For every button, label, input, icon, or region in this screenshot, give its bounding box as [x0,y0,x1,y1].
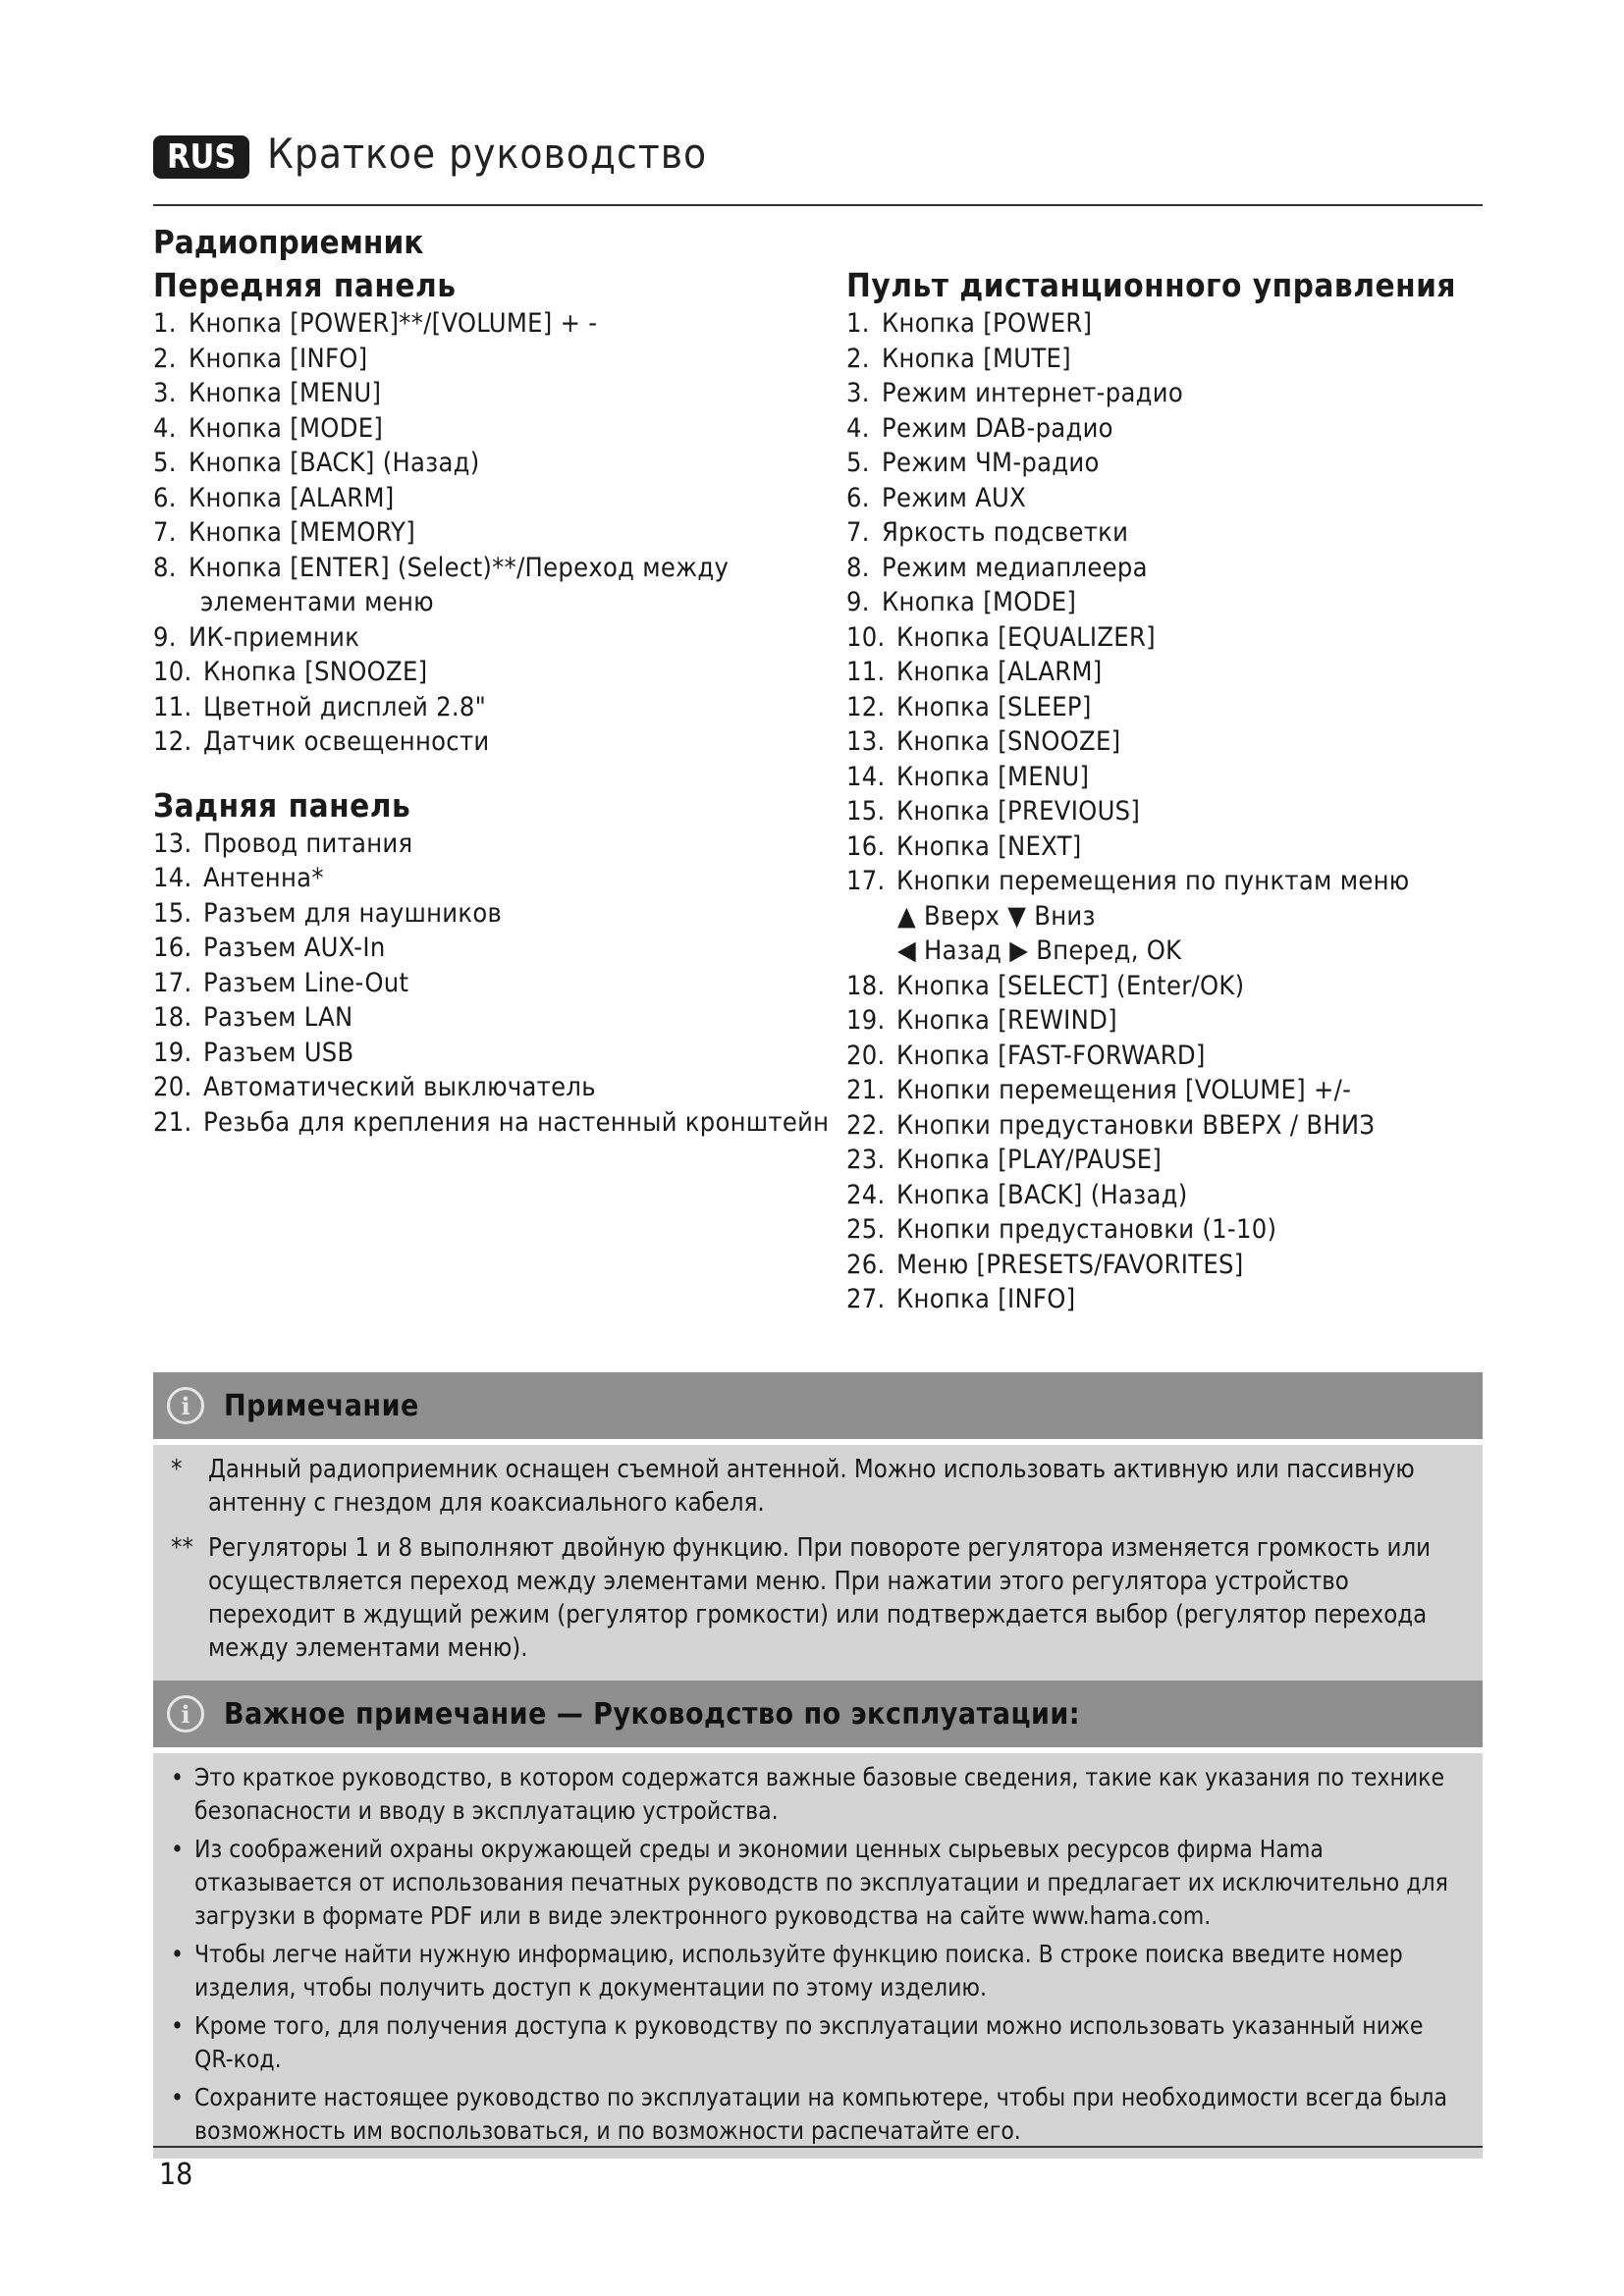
item-number: 15. [846,796,886,827]
note-body [153,1445,1483,1682]
item-text: Кнопка [ALARM] [189,482,395,513]
footer-divider [153,2146,1483,2148]
important-item [171,1938,1463,2004]
remote-title: Пульт дистанционного управления [846,266,1456,304]
item-text: Кнопки перемещения по пунктам меню [896,866,1410,896]
left-column [153,222,830,1140]
item-text: Режим интернет-радио [882,378,1183,408]
list-item [846,1003,1485,1039]
item-number: 17. [846,866,886,896]
item-text: Кнопка [MODE] [189,412,384,444]
important-item [171,1833,1463,1933]
list-item [846,724,1485,760]
item-text: Кнопка [POWER] [882,308,1093,339]
item-number: 4. [846,412,870,444]
list-item [846,551,1485,586]
item-text: Кнопка [PLAY/PAUSE] [896,1145,1163,1175]
item-number: 3. [153,378,177,408]
item-text: Кнопка [INFO] [896,1284,1076,1314]
list-item [153,342,821,377]
item-number: 9. [153,621,177,653]
item-number: 10. [153,657,192,687]
list-item [846,620,1485,656]
list-item [846,342,1485,377]
list-item [153,306,821,342]
bullet: • [171,1940,185,1968]
list-item [846,829,1485,865]
item-text: Кнопка [POWER]**/[VOLUME] + - [189,308,598,339]
item-text: Провод питания [203,828,413,859]
item-number: 4. [153,412,177,444]
list-item [153,481,821,516]
important-text: Это краткое руководство, в котором содержатся важные базовые сведения, такие как указания по технике безопасности и вводу в эксплуатацию устройства. [194,1763,1445,1825]
item-number: 14. [153,863,192,893]
list-item [846,411,1485,447]
item-text: Кнопка [SELECT] (Enter/OK) [896,970,1245,1001]
item-text: Кнопка [SLEEP] [896,691,1092,722]
list-item [153,724,821,760]
item-text: Режим DAB-радио [882,412,1113,444]
item-number: 5. [846,448,870,478]
list-item [153,690,821,725]
list-item [846,1108,1485,1144]
bullet: • [171,1835,185,1863]
item-number: 7. [846,517,870,548]
item-text: Кнопка [ENTER] (Select)**/Переход между [189,552,730,583]
bullet: • [171,2083,185,2111]
front-panel-title: Передняя панель [153,266,457,304]
item-number: 9. [846,587,870,617]
list-item [846,515,1485,551]
item-text: Кнопка [MODE] [882,587,1077,617]
item-text: Кнопки предустановки (1-10) [896,1214,1277,1245]
item-number: 13. [153,828,192,859]
important-text: Кроме того, для получения доступа к руководству по эксплуатации можно использовать указанный ниже QR-код. [194,2011,1424,2073]
item-number: 19. [846,1005,886,1036]
list-item [153,411,821,447]
page-number: 18 [159,2158,193,2192]
item-number: 17. [153,967,192,998]
item-number: 18. [846,970,886,1001]
page-header [153,126,1483,206]
item-text: Кнопки предустановки ВВЕРХ / ВНИЗ [896,1109,1376,1141]
item-number: 3. [846,378,870,408]
page-title: Краткое руководство [267,130,708,178]
item-number: 1. [846,308,870,339]
item-text: Цветной дисплей 2.8" [203,691,487,722]
item-number: 22. [846,1109,886,1141]
item-number: 20. [153,1072,192,1102]
list-item [846,794,1485,829]
item-number: 20. [846,1040,886,1071]
important-text: Сохраните настоящее руководство по эксплуатации на компьютере, чтобы при необходимости всегда была возможность им воспользоваться, и по возможности распечатайте его. [194,2083,1447,2145]
important-text: Чтобы легче найти нужную информацию, используйте функцию поиска. В строке поиска введите номер изделия, чтобы получить доступ к документации по этому изделию. [194,1940,1403,2002]
list-item [153,1070,821,1105]
list-item [846,1282,1485,1317]
item-number: 12. [846,691,886,722]
item-text: ИК-приемник [189,621,360,653]
item-text: Резьба для крепления на настенный кронштейн [203,1106,830,1138]
note-mark: * [171,1455,183,1484]
item-number: 18. [153,1002,192,1033]
item-text: Разъем Line-Out [203,967,409,998]
item-text: Разъем для наушников [203,897,503,929]
language-badge: RUS [153,135,249,179]
item-number: 23. [846,1145,886,1175]
list-item [153,1000,821,1036]
item-text: Кнопка [BACK] (Назад) [896,1179,1188,1210]
list-item [153,551,821,620]
important-item [171,2009,1463,2076]
right-column [846,222,1485,1317]
section-title: Радиоприемник [153,223,424,261]
note-item [171,1531,1463,1665]
info-icon: i [167,1387,204,1424]
item-number: 16. [153,933,192,963]
list-item [153,827,821,862]
item-number: 21. [153,1106,192,1138]
important-item [171,2081,1463,2148]
item-text: Антенна* [203,863,324,893]
item-text: Разъем AUX-In [203,933,386,963]
front-panel-list [153,306,821,760]
item-number: 21. [846,1075,886,1105]
list-item [846,585,1485,620]
list-item [153,896,821,932]
list-item [153,1105,830,1141]
remote-control-list [846,306,1485,1317]
list-item [846,760,1485,795]
item-text: Меню [PRESETS/FAVORITES] [896,1249,1244,1280]
item-text: Кнопка [INFO] [189,343,368,374]
item-text: Режим AUX [882,482,1027,513]
item-text: Режим медиаплеера [882,552,1148,583]
item-number: 27. [846,1284,886,1314]
list-item [153,861,821,896]
note-text: Регуляторы 1 и 8 выполняют двойную функцию. При повороте регулятора изменяется громкость или осуществляется переход между элементами меню. При нажатии этого регулятора устройство переходит в ждущий режим (регулятор громкости) или подтверждается выбор (регулятор перехода между элементами меню). [208,1533,1432,1663]
item-number: 11. [846,657,886,687]
item-text: Кнопка [BACK] (Назад) [189,448,480,478]
item-number: 13. [846,726,886,757]
item-number: 26. [846,1249,886,1280]
arrow-keys-left-right: ◀ Назад ▶ Вперед, OK [897,935,1182,966]
list-item [846,306,1485,342]
note-text: Данный радиоприемник оснащен съемной антенной. Можно использовать активную или пассивную антенну с гнездом для коаксиального кабеля. [208,1455,1415,1518]
item-text: Кнопка [EQUALIZER] [896,621,1156,653]
list-item [846,481,1485,516]
list-item [153,515,821,551]
item-number: 1. [153,308,177,339]
important-text: Из соображений охраны окружающей среды и экономии ценных сырьевых ресурсов фирма Hama отказывается от использования печатных руководств по эксплуатации и предлагает их исключительно для загрузки в формате PDF или в виде электронного руководства на сайте www.hama.com. [194,1835,1448,1930]
list-item [846,1039,1485,1074]
note-item [171,1453,1463,1520]
list-item [153,655,821,690]
item-number: 8. [846,552,870,583]
list-item [153,966,821,1001]
note-header [153,1372,1483,1439]
item-number: 8. [153,552,177,583]
item-text: Яркость подсветки [882,517,1129,548]
item-text: Режим ЧМ-радио [882,448,1100,478]
important-title: Важное примечание — Руководство по эксплуатации: [224,1696,1081,1732]
list-item [846,1178,1485,1213]
item-number: 12. [153,726,192,757]
item-continuation: элементами меню [200,587,434,617]
bullet: • [171,1763,185,1791]
item-text: Кнопка [SNOOZE] [896,726,1121,757]
list-item [846,376,1485,411]
item-number: 19. [153,1037,192,1068]
item-text: Кнопка [ALARM] [896,657,1103,687]
rear-panel-title: Задняя панель [153,785,411,825]
item-number: 5. [153,448,177,478]
item-text: Кнопки перемещения [VOLUME] +/- [896,1075,1352,1105]
info-icon: i [167,1695,204,1733]
item-number: 2. [153,343,177,374]
item-text: Кнопка [PREVIOUS] [896,796,1141,827]
item-number: 2. [846,343,870,374]
list-item [846,690,1485,725]
item-number: 10. [846,621,886,653]
list-item [153,620,821,656]
list-item [846,1248,1485,1283]
list-item [846,1212,1485,1248]
item-text: Разъем USB [203,1037,354,1068]
item-text: Кнопка [FAST-FORWARD] [896,1040,1206,1071]
note-title: Примечание [224,1388,419,1423]
list-item [153,376,821,411]
note-mark: ** [171,1533,193,1563]
list-item [153,446,821,481]
list-item [846,655,1485,690]
item-number: 6. [153,482,177,513]
item-number: 24. [846,1179,886,1210]
item-text: Кнопка [MUTE] [882,343,1071,374]
item-number: 6. [846,482,870,513]
item-text: Автоматический выключатель [203,1072,596,1102]
bullet: • [171,2011,185,2040]
item-text: Разъем LAN [203,1002,353,1033]
item-number: 14. [846,761,886,792]
rear-panel-list [153,827,830,1141]
item-number: 15. [153,897,192,929]
item-number: 16. [846,830,886,862]
item-number: 25. [846,1214,886,1245]
item-text: Кнопка [SNOOZE] [203,657,428,687]
list-item [846,969,1485,1004]
list-item [846,446,1485,481]
list-item [846,864,1485,969]
important-item [171,1761,1463,1828]
item-number: 11. [153,691,192,722]
list-item [153,1036,821,1071]
important-body [153,1753,1483,2159]
item-number: 7. [153,517,177,548]
item-text: Кнопка [MENU] [189,378,382,408]
item-text: Кнопка [MEMORY] [189,517,415,548]
arrow-keys-up-down: ▲ Вверх ▼ Вниз [897,900,1096,932]
item-text: Кнопка [REWIND] [896,1005,1117,1036]
list-item [846,1143,1485,1178]
item-text: Кнопка [MENU] [896,761,1090,792]
item-text: Датчик освещенности [203,726,490,757]
list-item [846,1073,1485,1108]
list-item [153,931,821,966]
item-text: Кнопка [NEXT] [896,830,1082,862]
important-header [153,1681,1483,1747]
